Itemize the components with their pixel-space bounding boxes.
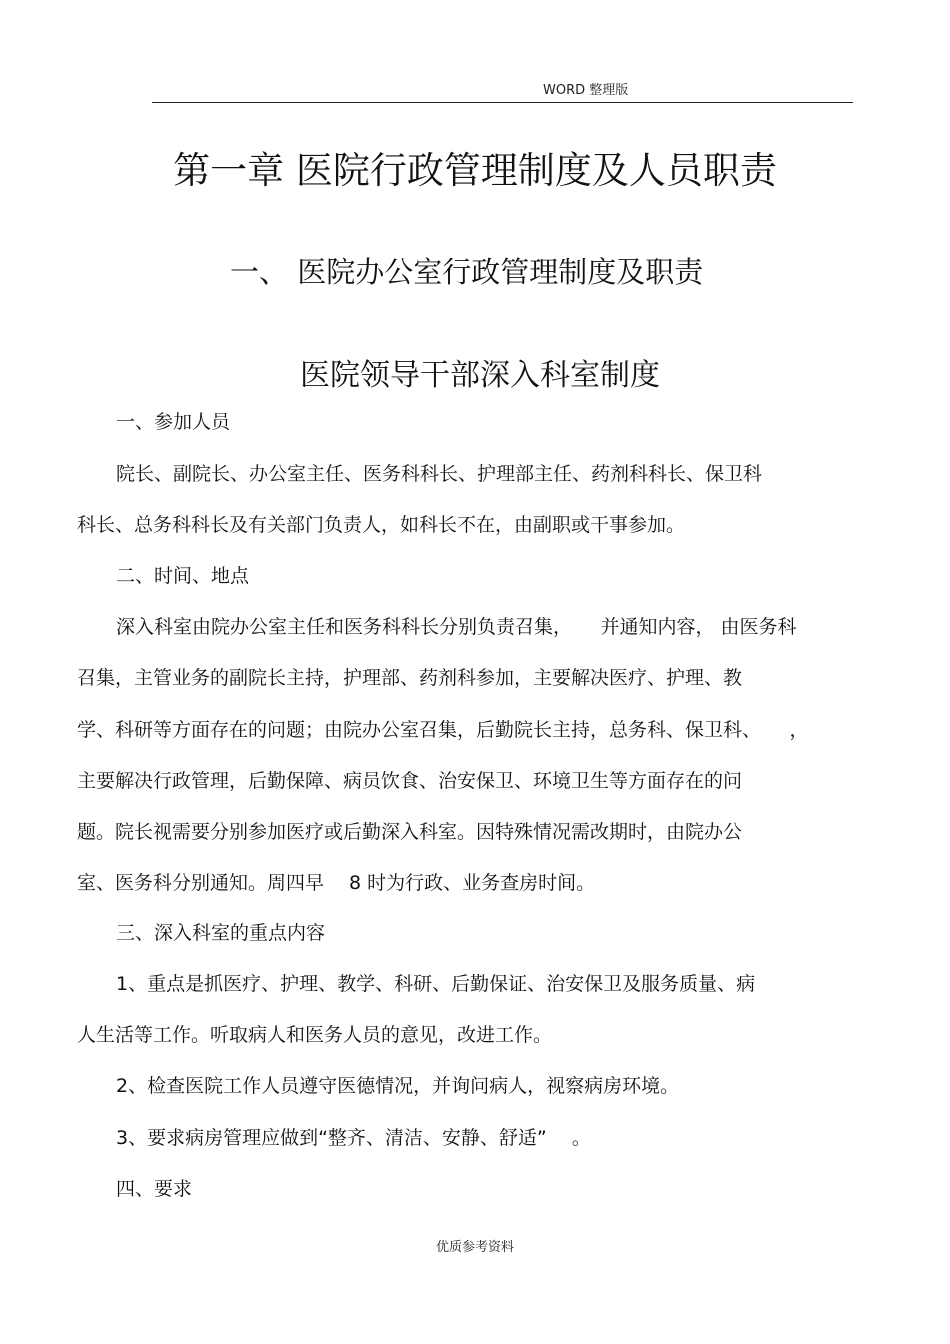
paragraph-line: 深入科室由院办公室主任和医务科科长分别负责召集， 并通知内容， 由医务科 bbox=[116, 616, 797, 638]
paragraph-line: 室、医务科分别通知。周四早 8 时为行政、业务查房时间。 bbox=[77, 872, 596, 894]
heading-requirements: 四、要求 bbox=[116, 1178, 193, 1200]
header-label: WORD 整理版 bbox=[543, 83, 629, 98]
paragraph-line: 主要解决行政管理，后勤保障、病员饮食、治安保卫、环境卫生等方面存在的问 bbox=[77, 770, 743, 792]
header-divider bbox=[152, 102, 853, 103]
heading-key-content: 三、深入科室的重点内容 bbox=[116, 922, 326, 944]
footer-label: 优质参考资料 bbox=[435, 1240, 514, 1255]
document-title: 医院领导干部深入科室制度 bbox=[300, 358, 660, 393]
paragraph-line: 1、重点是抓医疗、护理、教学、科研、后勤保证、治安保卫及服务质量、病 bbox=[116, 973, 756, 995]
chapter-title: 第一章 医院行政管理制度及人员职责 bbox=[173, 149, 777, 192]
paragraph-line: 3、要求病房管理应做到“整齐、清洁、安静、舒适” 。 bbox=[116, 1127, 591, 1149]
heading-participants: 一、参加人员 bbox=[116, 411, 231, 433]
paragraph-line: 召集，主管业务的副院长主持，护理部、药剂科参加，主要解决医疗、护理、教 bbox=[77, 667, 743, 689]
paragraph-line: 科长、总务科科长及有关部门负责人，如科长不在，由副职或干事参加。 bbox=[77, 514, 686, 536]
paragraph-line: 2、检查医院工作人员遵守医德情况，并询问病人，视察病房环境。 bbox=[116, 1075, 680, 1097]
paragraph-line: 题。院长视需要分别参加医疗或后勤深入科室。因特殊情况需改期时，由院办公 bbox=[77, 821, 743, 843]
section-title: 一、 医院办公室行政管理制度及职责 bbox=[230, 255, 704, 289]
heading-time-place: 二、时间、地点 bbox=[116, 565, 250, 587]
paragraph-line: 学、科研等方面存在的问题；由院办公室召集，后勤院长主持，总务科、保卫科、 ， bbox=[77, 719, 809, 741]
paragraph-line: 人生活等工作。听取病人和医务人员的意见，改进工作。 bbox=[77, 1024, 553, 1046]
paragraph-line: 院长、副院长、办公室主任、医务科科长、护理部主任、药剂科科长、保卫科 bbox=[116, 463, 763, 485]
